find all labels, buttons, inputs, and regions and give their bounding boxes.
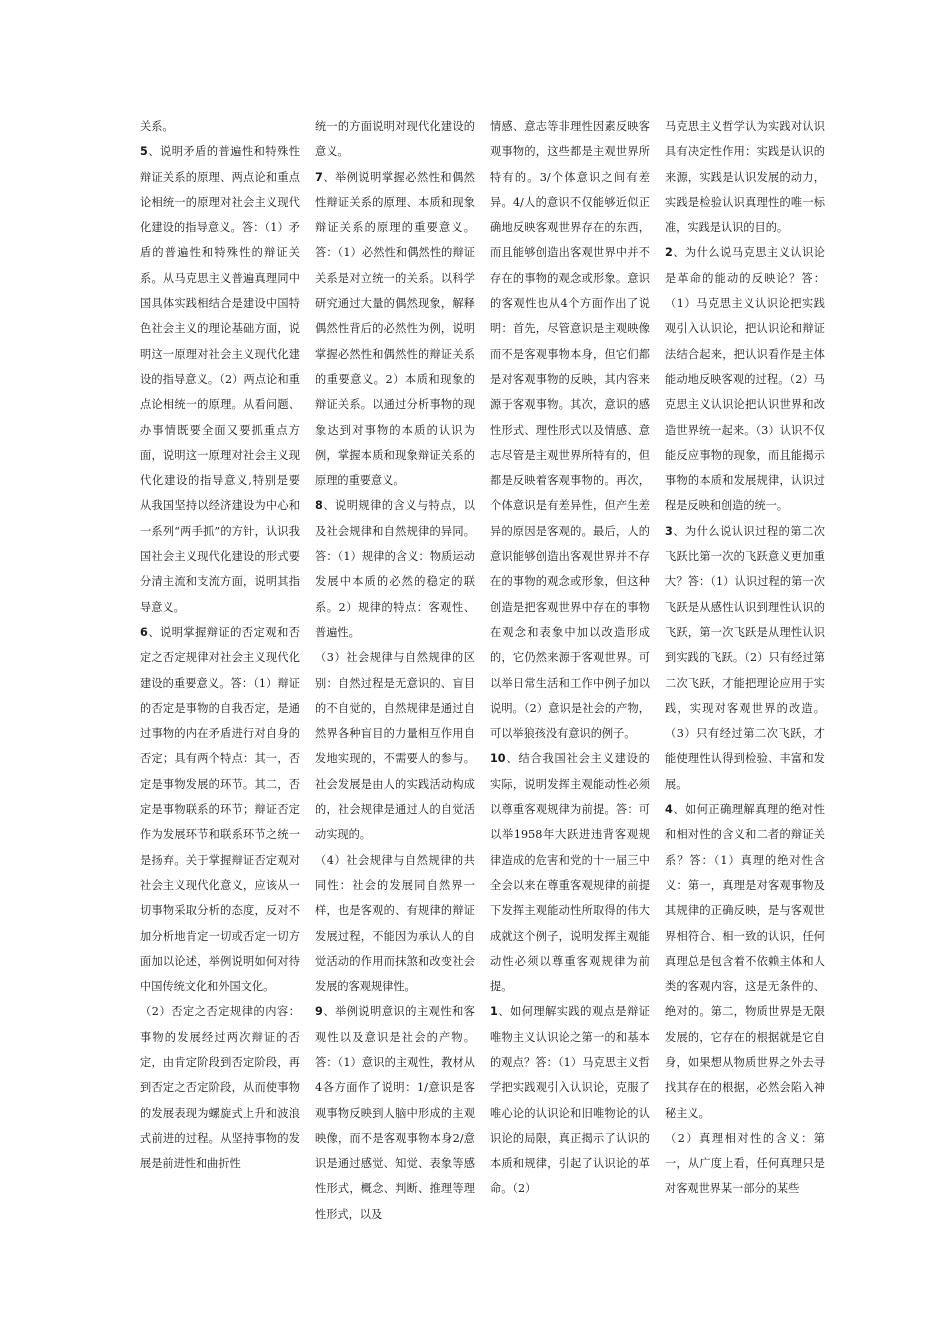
paragraph	[140, 620, 300, 999]
paragraph	[665, 519, 825, 797]
paragraph	[490, 999, 650, 1201]
question-number: 9	[315, 1005, 323, 1019]
paragraph	[490, 746, 650, 999]
paragraph-text: 、为什么说马克思主义认识论是革命的能动的反映论？答：（1）马克思主义认识论把实践观引入认识论，把认识论和辩证法结合起来，把认识看作是主体能动地反映客观的过程。（2）马克思主义认识论把认识世界和改造世界统一起来。（3）认识不仅能反应事物的现象，而且能揭示事物的本质和发展规律，认识过程是反映和创造的统一。	[665, 246, 825, 513]
question-number: 5	[140, 145, 148, 159]
text-column-4	[665, 114, 825, 1202]
question-number: 8	[315, 499, 323, 513]
question-number: 10	[490, 752, 506, 766]
paragraph-text: 、说明规律的含义与特点，以及社会规律和自然规律的异同。答：（1）规律的含义：物质运动发展中本质的必然的稳定的联系。2）规律的特点：客观性、普遍性。	[315, 499, 475, 639]
paragraph-text: 统一的方面说明对现代化建设的意义。	[315, 120, 475, 159]
paragraph-text: 关系。	[140, 120, 174, 133]
paragraph	[665, 240, 825, 518]
question-number: 2	[665, 246, 673, 260]
question-number: 7	[315, 170, 323, 184]
paragraph	[315, 165, 475, 494]
paragraph-text: （2）否定之否定规律的内容：事物的发展经过两次辩证的否定，由肯定阶段到否定阶段，再到否定之否定阶段，从而使事物的发展表现为螺旋式上升和波浪式前进的过程。从坚持事物的发展是前进性和曲折性	[140, 1005, 300, 1171]
paragraph	[315, 493, 475, 645]
paragraph-text: （2）真理相对性的含义：第一，从广度上看，任何真理只是对客观世界某一部分的某些	[665, 1131, 825, 1196]
question-number: 6	[140, 625, 148, 639]
paragraph	[315, 848, 475, 1000]
paragraph-text: 情感、意志等非理性因素反映客观事物的，这些都是主观世界所特有的。3/个体意识之间有差异。4/人的意识不仅能够近似正确地反映客观世界存在的东西，而且能够创造出客观世界中并不存在的事物的观念或形象。意识的客观性也从4个方面作出了说明：首先，尽管意识是主观映像而不是客观事物本身，但它们都是对客观事物的反映，其内容来源于客观事物。其次，意识的感性形式、理性形式以及情感、意志尽管是主观世界所特有的，但都是反映着客观事物的。再次，个体意识是有差异性，但产生差异的原因是客观的。最后，人的意识能够创造出客观世界并不存在的事物的观念或形象，但这种创造是把客观世界中存在的事物在观念和表象中加以改造形成的，它仍然来源于客观世界。可以举日常生活和工作中例子加以说明。（2）意识是社会的产物，可以举狼孩没有意识的例子。	[490, 120, 650, 741]
question-number: 4	[665, 803, 673, 817]
question-number: 3	[665, 524, 673, 538]
paragraph	[140, 114, 300, 139]
paragraph-text: 、结合我国社会主义建设的实际，说明发挥主观能动性必须以尊重客观规律为前提。答：可以举1958年大跃进违背客观规律造成的危害和党的十一届三中全会以来在尊重客观规律的前提下发挥主观能动性所取得的伟大成就这个例子，说明发挥主观能动性必须以尊重客观规律为前提。	[490, 752, 650, 994]
paragraph-text: （3）社会规律与自然规律的区别：自然过程是无意识的、盲目的不自觉的，自然规律是通过自然界各种盲目的力量相互作用自发地实现的，不需要人的参与。社会发展是由人的实践活动构成的，社会规律是通过人的自觉活动实现的。	[315, 651, 475, 842]
text-column-3	[490, 114, 650, 1202]
paragraph-text: 、说明掌握辩证的否定观和否定之否定规律对社会主义现代化建设的重要意义。答：（1）辩证的否定是事物的自我否定，是通过事物的内在矛盾进行对自身的否定；具有两个特点：其一，否定是事物发展的环节。其二，否定是事物联系的环节；辩证否定作为发展环节和联系环节之统一是扬弃。关于掌握辩证否定观对社会主义现代化意义，应该从一切事物采取分析的态度，反对不加分析地肯定一切或否定一切方面加以论述，举例说明如何对待中国传统文化和外国文化。	[140, 625, 300, 994]
paragraph	[315, 645, 475, 847]
paragraph	[665, 1126, 825, 1202]
paragraph	[315, 999, 475, 1227]
paragraph-text: 马克思主义哲学认为实践对认识具有决定性作用：实践是认识的来源，实践是认识发展的动力，实践是检验认识真理性的唯一标准，实践是认识的目的。	[665, 120, 825, 235]
paragraph-text: （4）社会规律与自然规律的共同性：社会的发展同自然界一样，也是客观的、有规律的辩证发展过程，不能因为承认人的自觉活动的作用而抹煞和改变社会发展的客观规律性。	[315, 853, 475, 994]
paragraph-text: 、如何正确理解真理的绝对性和相对性的含义和二者的辩证关系？答：（1）真理的绝对性含义：第一，真理是对客观事物及其规律的正确反映，是与客观世界相符合、相一致的认识，任何真理总是包含着不依赖主体和人类的客观内容，这是无条件的、绝对的。第二，物质世界是无限发展的，它存在的根据就是它自身，如果想从物质世界之外去寻找其存在的根据，必然会陷入神秘主义。	[665, 803, 825, 1120]
paragraph	[140, 999, 300, 1176]
paragraph-text: 、举例说明意识的主观性和客观性以及意识是社会的产物。答：（1）意识的主观性，教材从4各方面作了说明：1/意识是客观事物反映到人脑中形成的主观映像，而不是客观事物本身2/意识是通过感觉、知觉、表象等感性形式，概念、判断、推理等理性形式，以及	[315, 1005, 475, 1221]
paragraph-text: 、如何理解实践的观点是辩证唯物主义认识论之第一的和基本的观点？答：（1）马克思主义哲学把实践观引入认识论，克服了唯心论的认识论和旧唯物论的认识论的局限，真正揭示了认识的本质和规律，引起了认识论的革命。（2）	[490, 1005, 650, 1196]
paragraph-text: 、举例说明掌握必然性和偶然性辩证关系的原理、本质和现象辩证关系的原理的重要意义。答：（1）必然性和偶然性的辩证关系是对立统一的关系。以科学研究通过大量的偶然现象，解释偶然性背后的必然性为例，说明掌握必然性和偶然性的辩证关系的重要意义。2）本质和现象的辩证关系。以通过分析事物的现象达到对事物的本质的认识为例，掌握本质和现象辩证关系的原理的重要意义。	[315, 170, 475, 488]
question-number: 1	[490, 1005, 498, 1019]
paragraph-text: 、说明矛盾的普遍性和特殊性辩证关系的原理、两点论和重点论相统一的原理对社会主义现代化建设的指导意义。答：（1）矛盾的普遍性和特殊性的辩证关系。从马克思主义普遍真理同中国具体实践相结合是建设中国特色社会主义的理论基础方面，说明这一原理对社会主义现代化建设的指导意义。（2）两点论和重点论相统一的原理。从看问题、办事情既要全面又要抓重点方面，说明这一原理对社会主义现代化建设的指导意义,特别是要从我国坚持以经济建设为中心和一系列“两手抓”的方针，认识我国社会主义现代化建设的形式要分清主流和支流方面，说明其指导意义。	[140, 145, 300, 614]
paragraph	[490, 114, 650, 746]
paragraph	[665, 114, 825, 240]
paragraph-text: 、为什么说认识过程的第二次飞跃比第一次的飞跃意义更加重大？答：（1）认识过程的第一次飞跃是从感性认识到理性认识的飞跃，第一次飞跃是从理性认识到实践的飞跃。（2）只有经过第二次飞跃，才能把理论应用于实践，实现对客观世界的改造。（3）只有经过第二次飞跃，才能使理性认得到检验、丰富和发展。	[665, 524, 825, 791]
text-column-2	[315, 114, 475, 1227]
text-column-1	[140, 114, 300, 1176]
paragraph	[315, 114, 475, 165]
paragraph	[140, 139, 300, 620]
paragraph	[665, 797, 825, 1126]
